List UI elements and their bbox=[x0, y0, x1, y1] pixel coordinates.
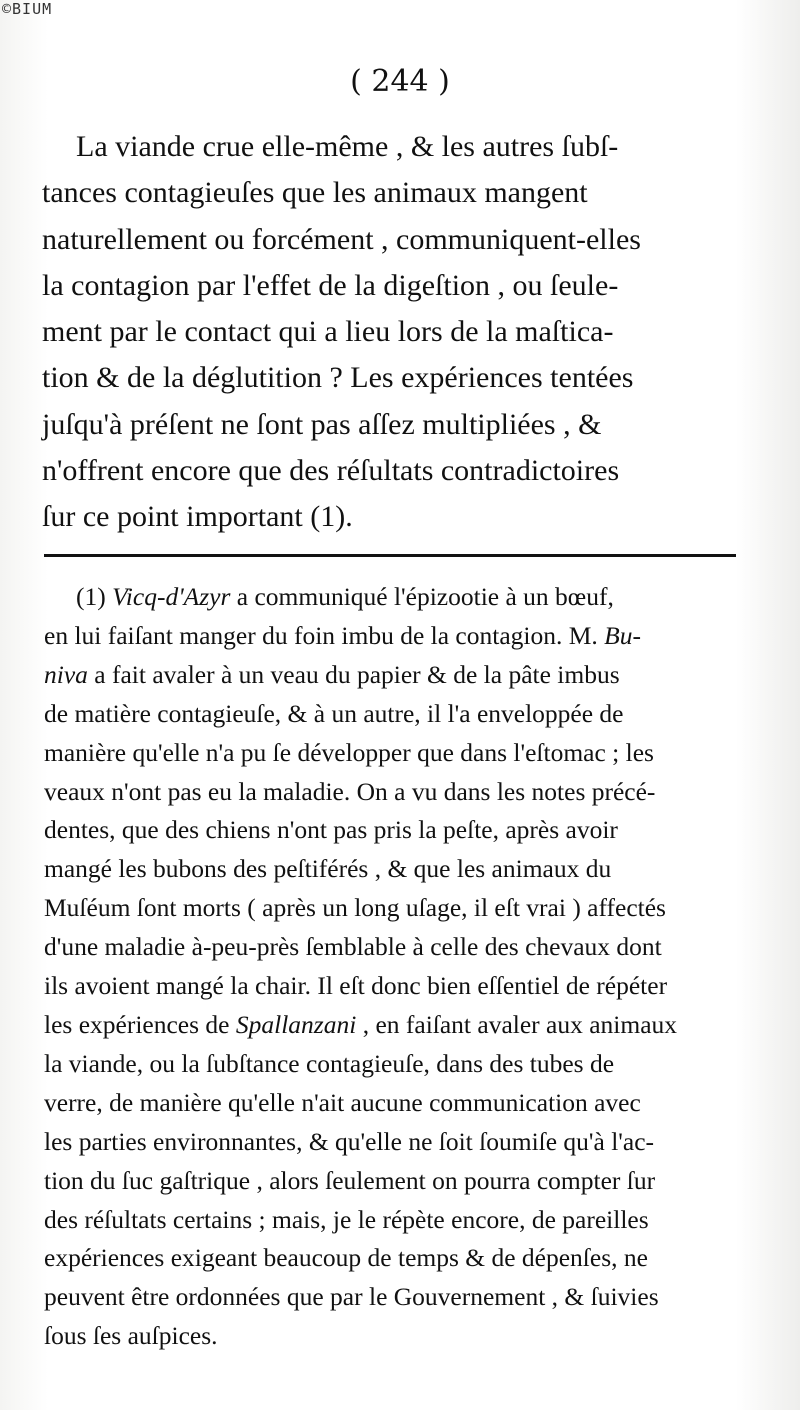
main-line: n'offrent encore que des réſultats contradictoires bbox=[42, 454, 620, 488]
main-line: tances contagieuſes que les animaux mangent bbox=[42, 176, 588, 210]
footnote-line: expériences exigeant beaucoup de temps & de dépenſes, ne bbox=[44, 1243, 648, 1273]
footnote-text: , en faiſant avaler aux animaux bbox=[356, 1009, 678, 1039]
footnote-line: des réſultats certains ; mais, je le répète encore, de pareilles bbox=[44, 1204, 649, 1234]
footnote-text: a communiqué l'épizootie à un bœuf, bbox=[230, 582, 614, 611]
author-name-buniva-part1: Bu- bbox=[604, 620, 641, 650]
footnote-line: Muſéum ſont morts ( après un long uſage, il eſt vrai ) affectés bbox=[44, 893, 666, 923]
footnote-line bbox=[44, 578, 760, 617]
main-line: naturellement ou forcément , communiquent-elles bbox=[42, 222, 641, 256]
footnote-line: ils avoient mangé la chair. Il eſt donc bien eſſentiel de répéter bbox=[44, 971, 668, 1001]
footnote-line bbox=[44, 656, 760, 695]
author-name-spallanzani: Spallanzani bbox=[235, 1009, 357, 1039]
footnote-text: en lui faiſant manger du foin imbu de la contagion. M. bbox=[44, 620, 605, 650]
footnote-line: veaux n'ont pas eu la maladie. On a vu dans les notes précé- bbox=[44, 776, 656, 806]
footnote-line: mangé les bubons des peſtiférés , & que les animaux du bbox=[44, 854, 612, 884]
footnote-marker: (1) bbox=[76, 582, 113, 611]
main-line: juſqu'à préſent ne ſont pas aſſez multipliées , & bbox=[42, 407, 602, 441]
footnote-separator-rule bbox=[44, 554, 736, 557]
footnote-line: d'une maladie à-peu-près ſemblable à celle des chevaux dont bbox=[44, 932, 662, 962]
footnote-line bbox=[44, 617, 760, 656]
footnote-line bbox=[44, 1006, 760, 1045]
footnote-line: la viande, ou la ſubſtance contagieuſe, dans des tubes de bbox=[44, 1048, 615, 1078]
footnote-line: de matière contagieuſe, & à un autre, il l'a enveloppée de bbox=[44, 698, 624, 728]
main-line: La viande crue elle-même , & les autres ſubſ- bbox=[76, 130, 619, 163]
footnote-line: les parties environnantes, & qu'elle ne ſoit ſoumiſe qu'à l'ac- bbox=[44, 1126, 655, 1156]
library-watermark: ©BIUM bbox=[2, 0, 53, 18]
footnote-text: a fait avaler à un veau du papier & de la pâte imbus bbox=[87, 659, 620, 689]
footnote-line: manière qu'elle n'a pu ſe développer que dans l'eſtomac ; les bbox=[44, 737, 654, 767]
page-number: ( 244 ) bbox=[350, 64, 450, 99]
footnote-line: peuvent être ordonnées que par le Gouvernement , & ſuivies bbox=[44, 1282, 659, 1312]
footnote-line: dentes, que des chiens n'ont pas pris la peſte, après avoir bbox=[44, 815, 618, 845]
footnote-line: tion du ſuc gaſtrique , alors ſeulement on pourra compter ſur bbox=[44, 1165, 656, 1195]
main-line: la contagion par l'effet de la digeſtion , ou ſeule- bbox=[42, 268, 619, 302]
main-line: ſur ce point important (1). bbox=[42, 500, 353, 534]
main-line: ment par le contact qui a lieu lors de la maſtica- bbox=[42, 315, 614, 349]
footnote bbox=[44, 578, 760, 1356]
main-line: tion & de la déglutition ? Les expériences tentées bbox=[42, 361, 634, 395]
footnote-text: les expériences de bbox=[44, 1009, 236, 1039]
footnote-line: ſous ſes auſpices. bbox=[44, 1321, 218, 1351]
footnote-line: verre, de manière qu'elle n'ait aucune communication avec bbox=[44, 1087, 641, 1117]
main-paragraph bbox=[42, 124, 742, 541]
author-name-vicq-dazyr: Vicq-d'Azyr bbox=[112, 582, 231, 611]
author-name-buniva-part2: niva bbox=[44, 659, 88, 689]
